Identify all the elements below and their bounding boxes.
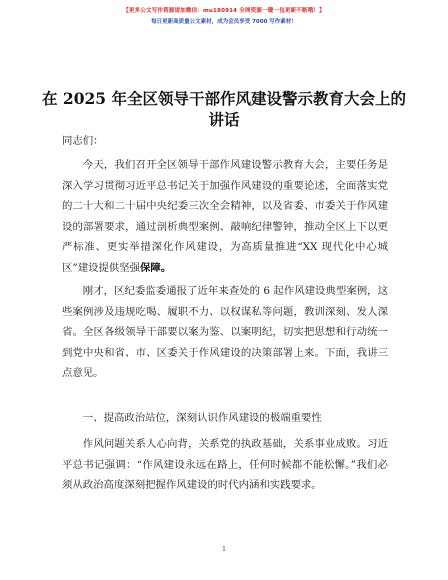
promo-banner-line2: 每日更新高质量公文素材，成为会员享受 7000 写作素材！ (151, 19, 297, 25)
paragraph-2-text: 刚才，区纪委监委通报了近年来查处的 6 起作风建设典型案例，这些案例涉及违规吃喝、履职不力、以权谋私等问题，教训深刻、发人深省。全区各级领导干部要以案为鉴、以案明纪，切实把思想和行动统一到党中央和省、市、区委关于作风建设的决策部署上来。下面，我讲三点意见。 (62, 285, 388, 379)
paragraph-3-text: 作风问题关系人心向背，关系党的执政基础，关系事业成败。习近平总书记强调：“作风建设永远在路上，任何时候都不能松懈。”我们必须从政治高度深刻把握作风建设的时代内涵和实践要求。 (62, 438, 388, 491)
promo-banner-line1: 【更多公文写作资源请加微信：mu180914 全网资源一键一包更新不断哦！】 (123, 8, 325, 14)
paragraph-2 (62, 281, 388, 384)
paragraph-3 (62, 434, 388, 496)
document-title: 在 2025 年全区领导干部作风建设警示教育大会上的讲话 (42, 89, 406, 129)
paragraph-1-text: 今天，我们召开全区领导干部作风建设警示教育大会，主要任务是深入学习贯彻习近平总书记关于加强作风建设的重要论述，全面落实党的二十大和二十届中央纪委三次全会精神，以及省委、市委关于作风建设的部署要求，通过剖析典型案例、敲响纪律警钟，推动全区上下以更严标准、更实举措深化作风建设，为高质量推进“XX 现代化中心城区”建设提供坚强 (62, 159, 388, 274)
salutation: 同志们： (62, 135, 104, 147)
paragraph-1 (62, 155, 388, 278)
page-number: 1 (222, 546, 226, 553)
section-heading-1 (62, 408, 388, 429)
section-heading-1-text: 一、提高政治站位，深刻认识作风建设的极端重要性 (82, 412, 322, 424)
paragraph-1-tail: 保障。 (140, 261, 172, 274)
